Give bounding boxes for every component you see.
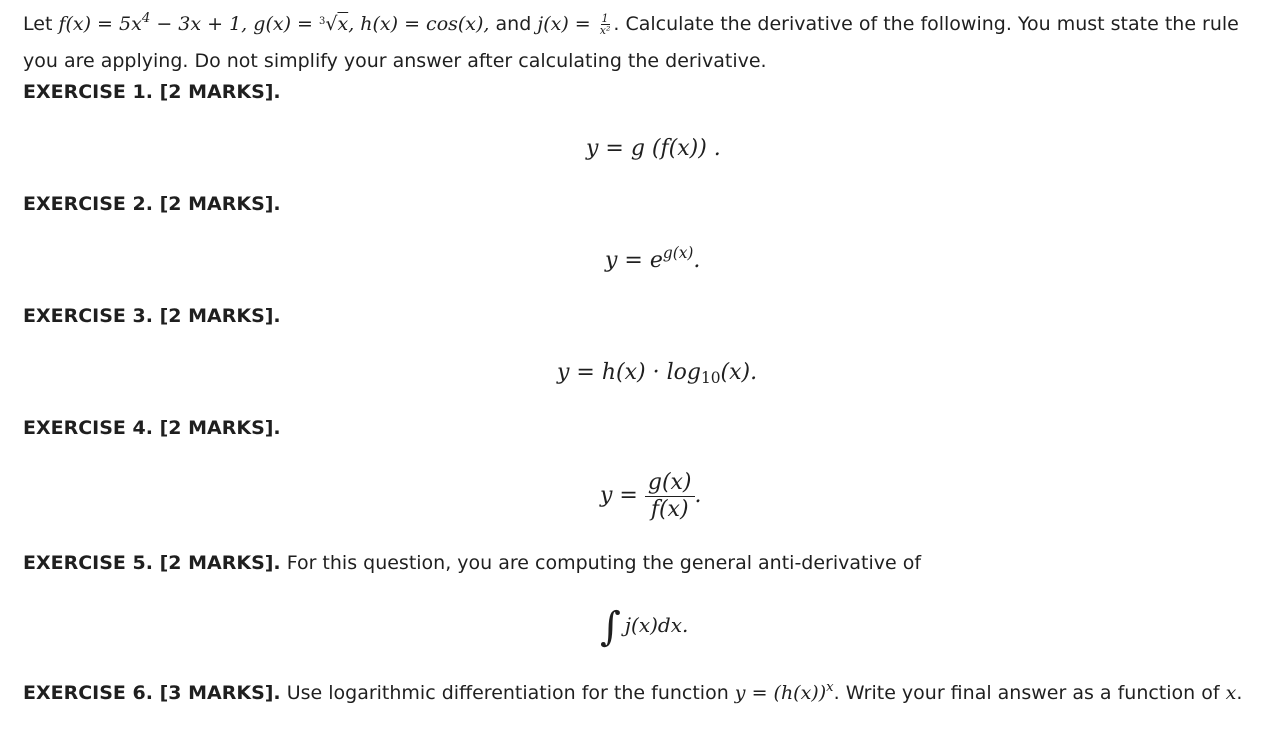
exercise-2-end: .: [693, 248, 701, 273]
exercise-1-label: EXERCISE 1. [2 MARKS].: [23, 81, 281, 103]
exercise-5-integrand: j(x)dx.: [624, 613, 689, 637]
g-radical-sign: √: [325, 13, 338, 35]
exercise-4-fraction: [645, 470, 695, 523]
intro-let: Let: [23, 13, 53, 35]
exercise-6-math: y = (h(x)): [734, 682, 827, 704]
exercise-2-heading: [23, 191, 281, 217]
h-definition: h(x) = cos(x),: [360, 13, 490, 35]
f-rest: − 3x + 1,: [150, 13, 248, 35]
intro-paragraph: [23, 6, 1273, 80]
exercise-2-exponent: g(x): [662, 243, 694, 262]
exercise-4-denominator: f(x): [650, 496, 689, 522]
integral-sign: ∫: [600, 603, 621, 650]
intro-sentence-rest: . Calculate the derivative of the following. You must state the rule: [613, 13, 1239, 35]
exercise-5-label: EXERCISE 5. [2 MARKS].: [23, 552, 281, 574]
j-denominator: x²: [599, 24, 611, 37]
exercise-2-label: EXERCISE 2. [2 MARKS].: [23, 193, 281, 215]
exercise-4-lhs: y =: [600, 483, 645, 508]
intro-line-1: [23, 6, 1273, 43]
j-numerator: 1: [601, 12, 609, 25]
f-exponent: 4: [141, 11, 151, 27]
exercise-5-text: For this question, you are computing the general anti-derivative of: [280, 552, 922, 574]
exercise-6-end: .: [1236, 682, 1243, 704]
exercise-4-label: EXERCISE 4. [2 MARKS].: [23, 417, 281, 439]
exercise-6-exponent: x: [826, 680, 834, 696]
j-definition: j(x) =: [537, 13, 597, 35]
exercise-4-end: .: [694, 483, 702, 508]
g-comma: ,: [348, 13, 355, 35]
exercise-3-label: EXERCISE 3. [2 MARKS].: [23, 305, 281, 327]
g-root-index: 3: [318, 16, 326, 27]
f-definition: f(x) = 5x: [58, 13, 142, 35]
exercise-6-text-before: Use logarithmic differentiation for the function: [280, 682, 735, 704]
intro-line-2: you are applying. Do not simplify your answer after calculating the derivative.: [23, 50, 767, 72]
exercise-3-post: (x).: [720, 360, 758, 385]
g-radicand: x: [337, 13, 349, 35]
exercise-6-variable: x: [1225, 682, 1237, 704]
exercise-2-formula: [605, 243, 701, 276]
exercise-6-label: EXERCISE 6. [3 MARKS].: [23, 682, 281, 704]
exercise-3-pre: y = h(x) · log: [557, 360, 701, 385]
exercise-5-heading: [23, 550, 921, 576]
exercise-2-base: y = e: [605, 248, 663, 273]
exercise-4-numerator: g(x): [645, 470, 695, 497]
exercise-4-heading: [23, 415, 281, 441]
exercise-4-formula: [600, 466, 702, 526]
exercise-3-log-base: 10: [700, 368, 721, 387]
exercise-6-text-after: . Write your final answer as a function of: [833, 682, 1226, 704]
g-definition: g(x) =: [253, 13, 319, 35]
j-fraction: [599, 13, 612, 36]
exercise-1-formula: y = g (f(x)) .: [586, 136, 721, 161]
exercise-6-heading: [23, 680, 1242, 706]
intro-and: and: [489, 13, 538, 35]
exercise-3-formula: [557, 358, 757, 388]
exercise-1-heading: [23, 79, 281, 105]
exercise-3-heading: [23, 303, 281, 329]
exercise-5-formula: [600, 603, 689, 650]
